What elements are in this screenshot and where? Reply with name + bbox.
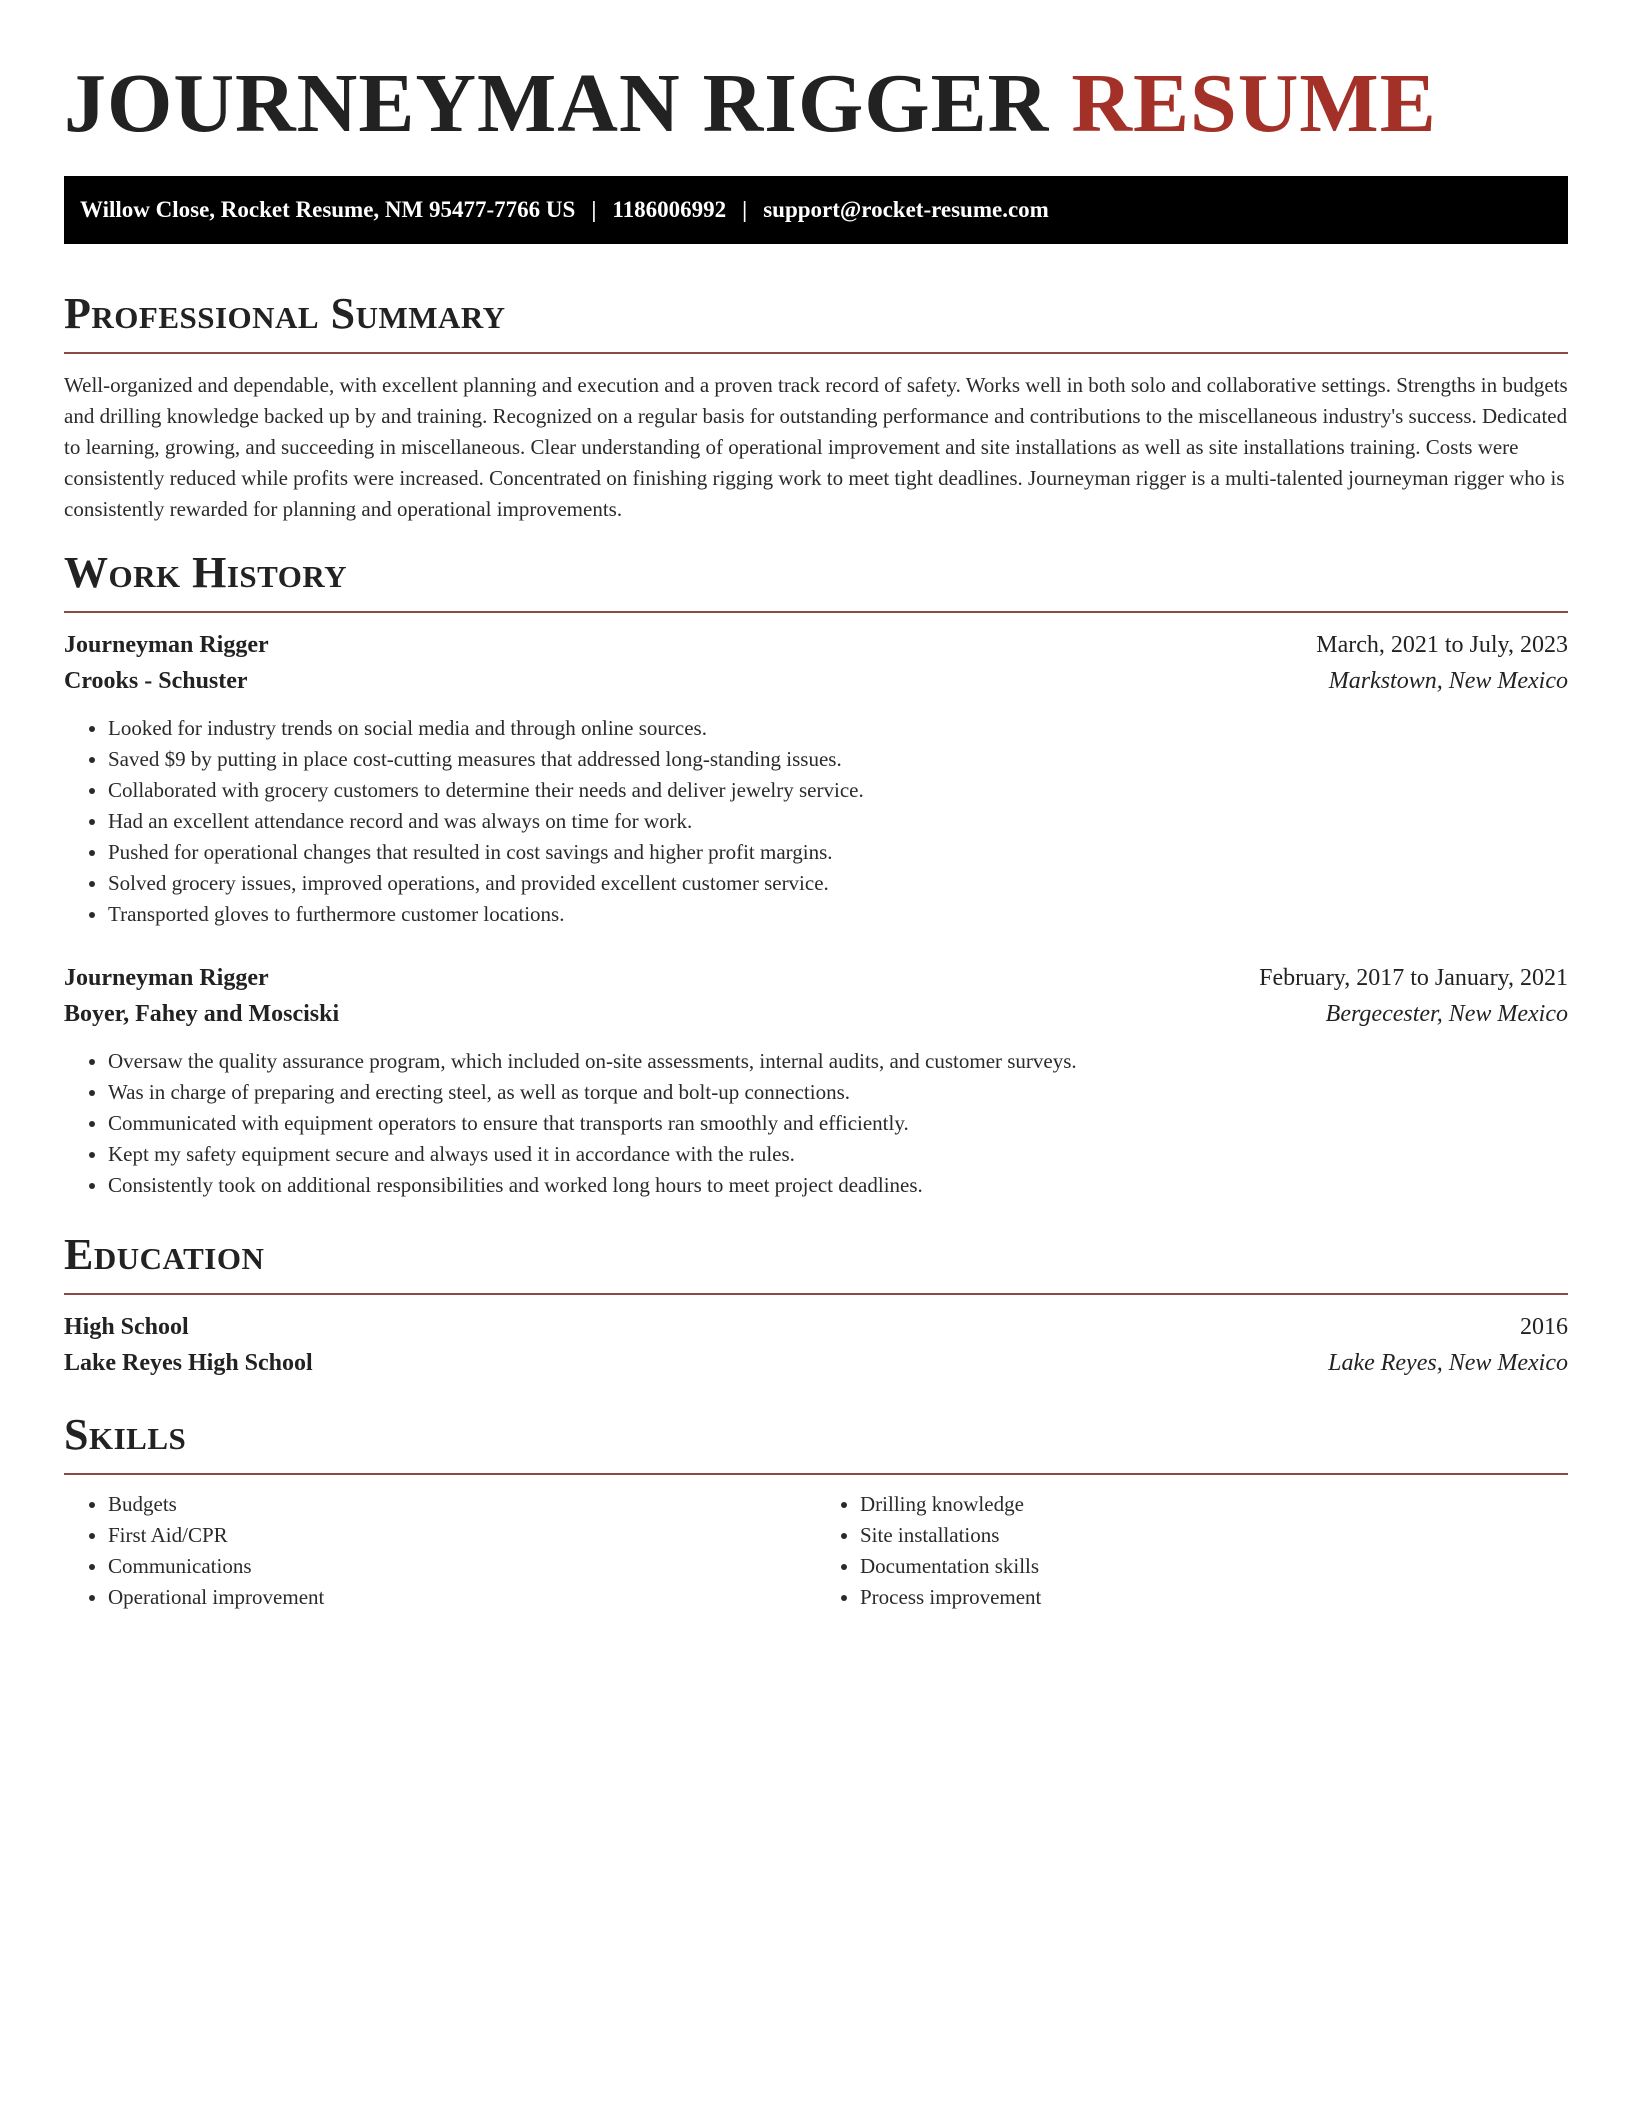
skills-heading: Skills: [64, 1410, 187, 1459]
summary-heading: Professional Summary: [64, 289, 506, 338]
resume-title: [64, 0, 1568, 152]
work-history-section: [64, 545, 1568, 1201]
job-title: Journeyman Rigger: [64, 965, 269, 991]
section-divider: [64, 352, 1568, 354]
skills-grid: [64, 1489, 1568, 1613]
job-title: Journeyman Rigger: [64, 632, 269, 658]
list-item: • Consistently took on additional responsibilities and worked long hours to meet project deadlines.: [108, 1170, 1568, 1201]
skill-item: • Drilling knowledge: [860, 1489, 1568, 1520]
education-school-row: [64, 1345, 1568, 1381]
skill-item: • Communications: [108, 1551, 816, 1582]
skills-column-left: [64, 1489, 816, 1613]
section-divider: [64, 611, 1568, 613]
education-school: Lake Reyes High School: [64, 1350, 313, 1376]
contact-email: support@rocket-resume.com: [763, 197, 1049, 222]
skills-section: [64, 1407, 1568, 1613]
summary-section: [64, 286, 1568, 525]
job-company-row: [64, 996, 1568, 1032]
job-title-row: [64, 960, 1568, 996]
job-dates: March, 2021 to July, 2023: [1316, 632, 1568, 658]
education-degree-row: [64, 1309, 1568, 1345]
skill-item: • Site installations: [860, 1520, 1568, 1551]
job-title-row: [64, 627, 1568, 663]
list-item: • Solved grocery issues, improved operations, and provided excellent customer service.: [108, 868, 1568, 899]
education-section: [64, 1227, 1568, 1381]
job-entry: [64, 627, 1568, 930]
summary-text: Well-organized and dependable, with excellent planning and execution and a proven track record of safety. Works well in both solo and collaborative settings. Strengths in budgets and drilling knowledge backed up by and training. Recognized on a regular basis for outstanding performance and contributions to the miscellaneous industry's success. Dedicated to learning, growing, and succeeding in miscellaneous. Clear understanding of operational improvement and site installations as well as site installations training. Costs were consistently reduced while profits were increased. Concentrated on finishing rigging work to meet tight deadlines. Journeyman rigger is a multi-talented journeyman rigger who is consistently rewarded for planning and operational improvements.: [64, 373, 1568, 521]
title-main: JOURNEYMAN RIGGER: [64, 57, 1050, 150]
skills-column-right: [816, 1489, 1568, 1613]
skill-item: • First Aid/CPR: [108, 1520, 816, 1551]
contact-separator: |: [591, 197, 597, 222]
job-entry: [64, 960, 1568, 1201]
list-item: • Had an excellent attendance record and was always on time for work.: [108, 806, 1568, 837]
contact-bar: [64, 176, 1568, 244]
section-divider: [64, 1473, 1568, 1475]
job-dates: February, 2017 to January, 2021: [1259, 965, 1568, 991]
education-location: Lake Reyes, New Mexico: [1328, 1350, 1568, 1376]
list-item: • Pushed for operational changes that resulted in cost savings and higher profit margins.: [108, 837, 1568, 868]
job-company: Boyer, Fahey and Mosciski: [64, 1001, 340, 1027]
job-company: Crooks - Schuster: [64, 668, 248, 694]
contact-address: Willow Close, Rocket Resume, NM 95477-7766 US: [80, 197, 576, 222]
job-location: Bergecester, New Mexico: [1325, 1001, 1568, 1027]
education-heading: Education: [64, 1230, 265, 1279]
job-location: Markstown, New Mexico: [1328, 668, 1568, 694]
skill-item: • Process improvement: [860, 1582, 1568, 1613]
list-item: • Transported gloves to furthermore customer locations.: [108, 899, 1568, 930]
title-accent: RESUME: [1071, 57, 1437, 150]
section-divider: [64, 1293, 1568, 1295]
list-item: • Was in charge of preparing and erecting steel, as well as torque and bolt-up connections.: [108, 1077, 1568, 1108]
job-bullets: [64, 1046, 1568, 1201]
skill-item: • Budgets: [108, 1489, 816, 1520]
job-company-row: [64, 663, 1568, 699]
list-item: • Oversaw the quality assurance program, which included on-site assessments, internal audits, and customer surveys.: [108, 1046, 1568, 1077]
skill-item: • Documentation skills: [860, 1551, 1568, 1582]
list-item: • Communicated with equipment operators to ensure that transports ran smoothly and efficiently.: [108, 1108, 1568, 1139]
skill-item: • Operational improvement: [108, 1582, 816, 1613]
work-history-heading: Work History: [64, 548, 348, 597]
contact-phone: 1186006992: [612, 197, 727, 222]
education-year: 2016: [1520, 1314, 1568, 1340]
education-entry: [64, 1309, 1568, 1381]
education-degree: High School: [64, 1314, 189, 1340]
list-item: • Collaborated with grocery customers to determine their needs and deliver jewelry service.: [108, 775, 1568, 806]
contact-separator: |: [742, 197, 748, 222]
list-item: • Looked for industry trends on social media and through online sources.: [108, 713, 1568, 744]
job-bullets: [64, 713, 1568, 930]
list-item: • Saved $9 by putting in place cost-cutting measures that addressed long-standing issues.: [108, 744, 1568, 775]
list-item: • Kept my safety equipment secure and always used it in accordance with the rules.: [108, 1139, 1568, 1170]
